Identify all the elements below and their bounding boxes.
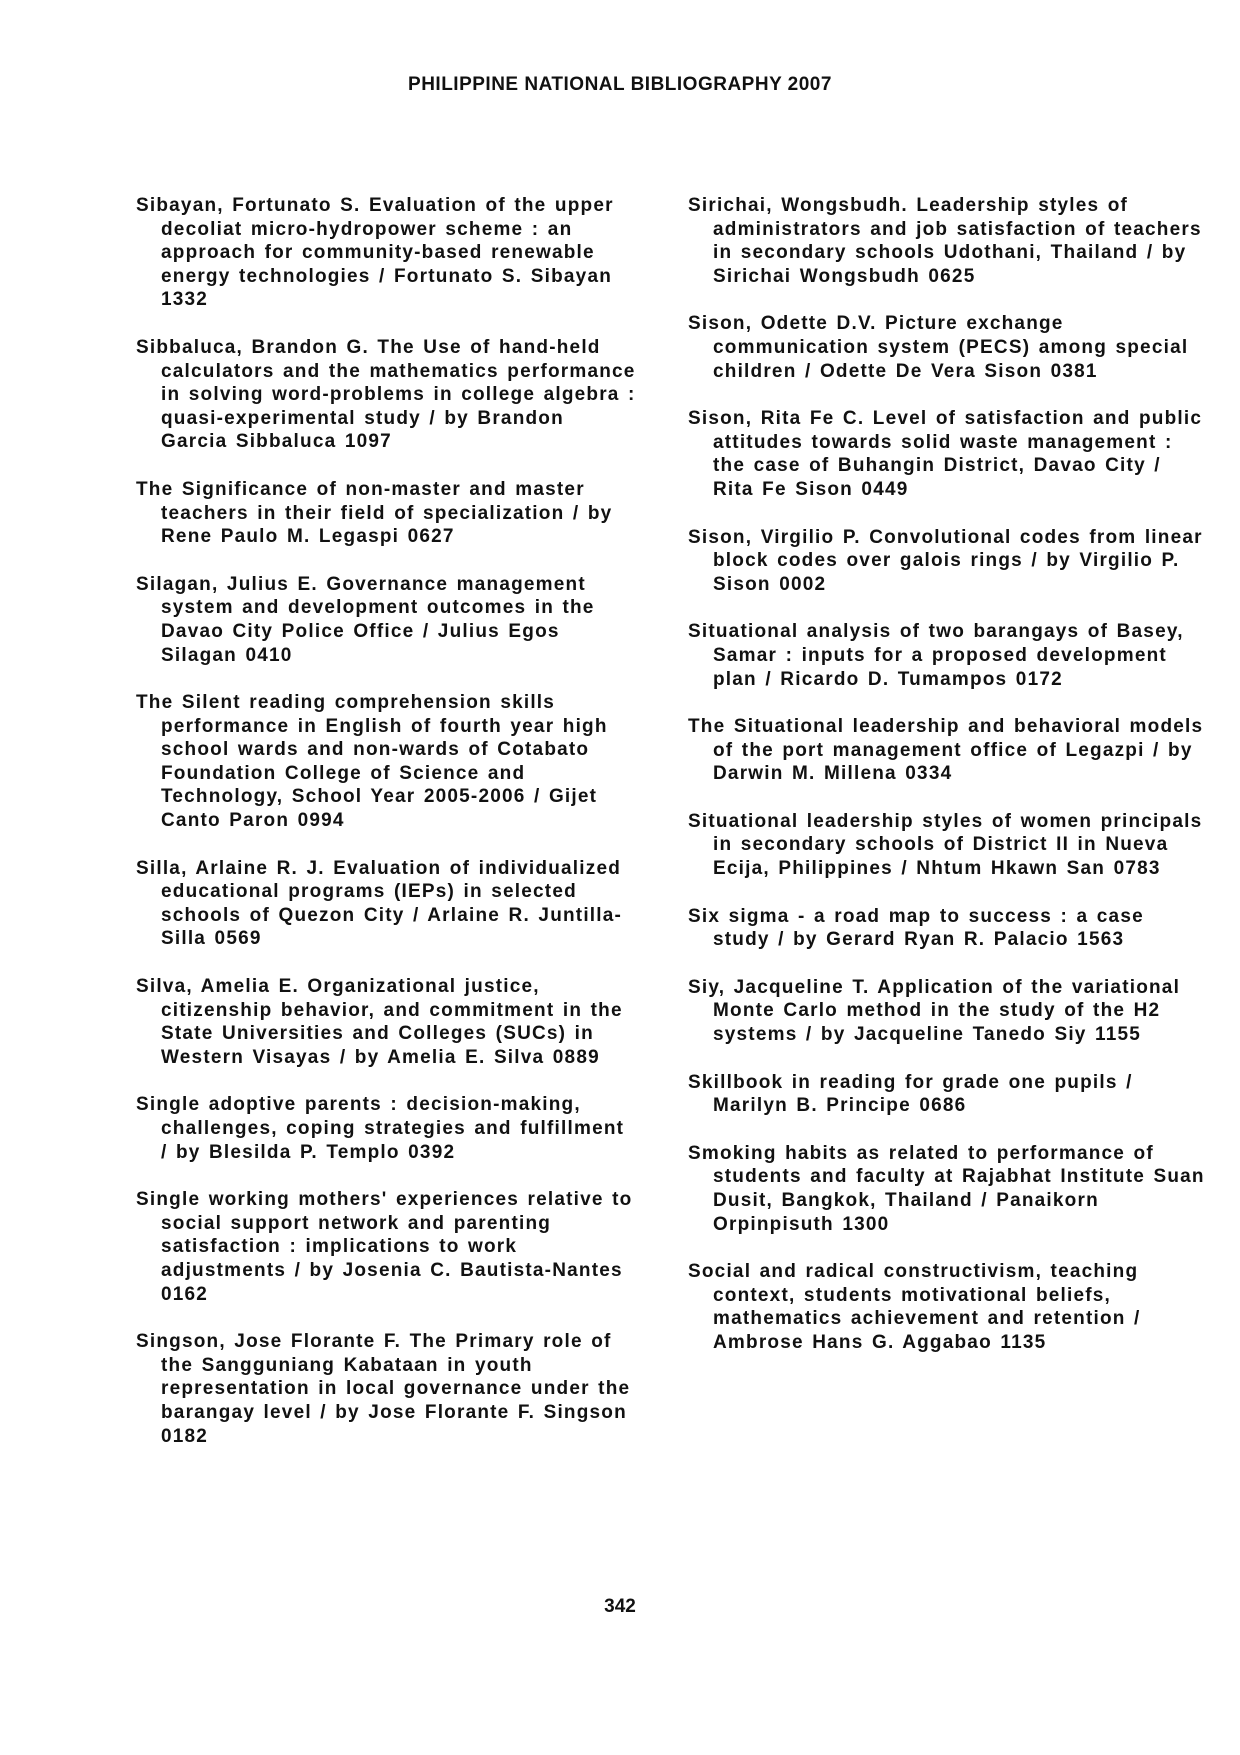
bibliography-entry: Sison, Odette D.V. Picture exchange communication system (PECS) among special children / Odette De Vera Sison 0381: [688, 313, 1189, 382]
bibliography-entry: Sison, Virgilio P. Convolutional codes from linear block codes over galois rings / by Virgilio P. Sison 0002: [688, 526, 1203, 595]
bibliography-entry: The Silent reading comprehension skills performance in English of fourth year high school wards and non-wards of Cotabato Foundation College of Science and Technology, School Year 2005-2006 / Gijet Canto Paron 0994: [136, 692, 608, 832]
bibliography-entry: Silla, Arlaine R. J. Evaluation of individualized educational programs (IEPs) in selected schools of Quezon City / Arlaine R. Juntilla-Silla 0569: [136, 857, 623, 950]
bibliography-entry: Skillbook in reading for grade one pupils / Marilyn B. Principe 0686: [688, 1071, 1133, 1117]
bibliography-entry: Social and radical constructivism, teaching context, students motivational beliefs, mathematics achievement and retention / Ambrose Hans G. Aggabao 1135: [688, 1261, 1141, 1353]
bibliography-entry: Sibayan, Fortunato S. Evaluation of the upper decoliat micro-hydropower scheme : an approach for community-based renewable energy technologies / Fortunato S. Sibayan 1332: [136, 195, 614, 311]
bibliography-entry: Singson, Jose Florante F. The Primary role of the Sangguniang Kabataan in youth representation in local governance under the barangay level / by Jose Florante F. Singson 0182: [136, 1331, 631, 1447]
bibliography-entry: Single working mothers' experiences relative to social support network and parenting satisfaction : implications to work adjustments / by Josenia C. Bautista-Nantes 0162: [136, 1189, 633, 1305]
page-header: PHILIPPINE NATIONAL BIBLIOGRAPHY 2007: [408, 74, 832, 95]
bibliography-entry: Situational leadership styles of women principals in secondary schools of District II in Nueva Ecija, Philippines / Nhtum Hkawn San 0783: [688, 810, 1203, 880]
right-column: [688, 194, 1208, 1379]
bibliography-entry: Smoking habits as related to performance of students and faculty at Rajabhat Institute Suan Dusit, Bangkok, Thailand / Panaikorn Orpinpisuth 1300: [688, 1142, 1205, 1235]
bibliography-entry: Siy, Jacqueline T. Application of the variational Monte Carlo method in the study of the H2 systems / by Jacqueline Tanedo Siy 1155: [688, 976, 1181, 1046]
bibliography-entry: Situational analysis of two barangays of Basey, Samar : inputs for a proposed development plan / Ricardo D. Tumampos 0172: [688, 621, 1184, 690]
page-number: 342: [604, 1596, 636, 1617]
left-column: [136, 194, 636, 1472]
bibliography-entry: Six sigma - a road map to success : a case study / by Gerard Ryan R. Palacio 1563: [688, 905, 1144, 951]
bibliography-entry: Sibbaluca, Brandon G. The Use of hand-held calculators and the mathematics performance in solving word-problems in college algebra : quasi-experimental study / by Brandon Garcia Sibbaluca 1097: [136, 336, 636, 453]
bibliography-entry: Silagan, Julius E. Governance management system and development outcomes in the Davao City Police Office / Julius Egos Silagan 0410: [136, 573, 595, 666]
bibliography-entry: Silva, Amelia E. Organizational justice, citizenship behavior, and commitment in the State Universities and Colleges (SUCs) in Western Visayas / by Amelia E. Silva 0889: [136, 976, 623, 1068]
bibliography-entry: Single adoptive parents : decision-making, challenges, coping strategies and fulfillment / by Blesilda P. Templo 0392: [136, 1094, 625, 1163]
bibliography-entry: The Situational leadership and behavioral models of the port management office of Legazpi / by Darwin M. Millena 0334: [688, 716, 1204, 785]
bibliography-entry: Sison, Rita Fe C. Level of satisfaction and public attitudes towards solid waste management : the case of Buhangin District, Davao City / Rita Fe Sison 0449: [688, 408, 1203, 500]
bibliography-entry: The Significance of non-master and master teachers in their field of specialization / by Rene Paulo M. Legaspi 0627: [136, 478, 613, 548]
bibliography-entry: Sirichai, Wongsbudh. Leadership styles of administrators and job satisfaction of teachers in secondary schools Udothani, Thailand / by Sirichai Wongsbudh 0625: [688, 195, 1202, 287]
